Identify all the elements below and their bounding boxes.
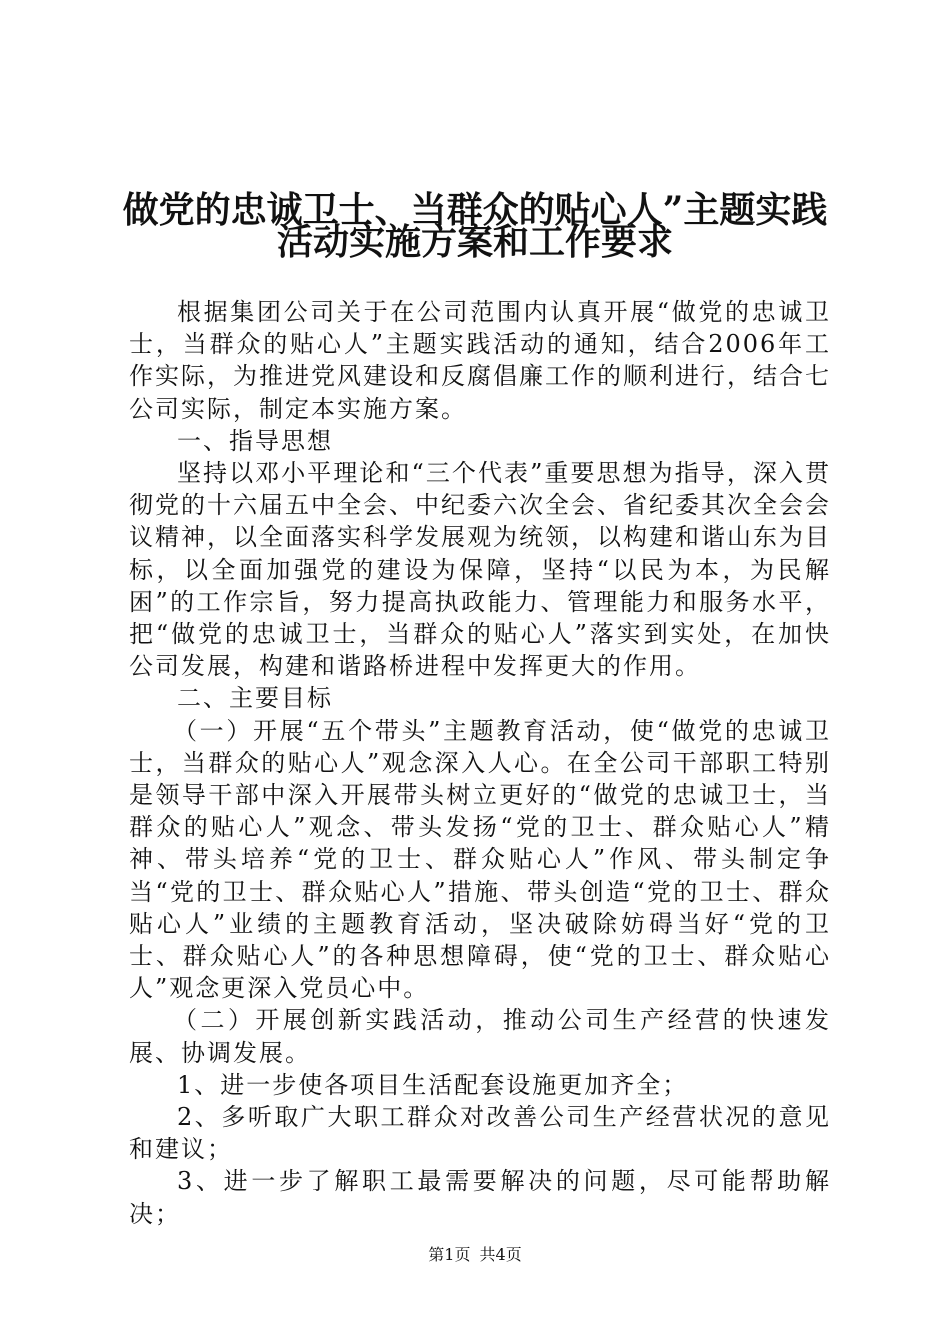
page-footer: [0, 1245, 950, 1265]
list-item-3: 3、进一步了解职工最需要解决的问题，尽可能帮助解决；: [129, 1167, 831, 1228]
page-number: 第1页: [428, 1245, 471, 1264]
section-heading-main-goals: 二、主要目标: [177, 684, 333, 713]
paragraph-goal-2: （二）开展创新实践活动，推动公司生产经营的快速发展、协调发展。: [129, 1006, 831, 1067]
list-item-2: 2、多听取广大职工群众对改善公司生产经营状况的意见和建议；: [129, 1103, 831, 1164]
paragraph-goal-1: （一）开展“五个带头”主题教育活动，使“做党的忠诚卫士，当群众的贴心人”观念深入人心。在全公司干部职工特别是领导干部中深入开展带头树立更好的“做党的忠诚卫士，当群众的贴心人”观念、带头发扬“党的卫士、群众贴心人”精神、带头培养“党的卫士、群众贴心人”作风、带头制定争当“党的卫士、群众贴心人”措施、带头创造“党的卫士、群众贴心人”业绩的主题教育活动，坚决破除妨碍当好“党的卫士、群众贴心人”的各种思想障碍，使“党的卫士、群众贴心人”观念更深入党员心中。: [129, 716, 831, 1003]
paragraph-intro: 根据集团公司关于在公司范围内认真开展“做党的忠诚卫士，当群众的贴心人”主题实践活动的通知，结合2006年工作实际，为推进党风建设和反腐倡廉工作的顺利进行，结合七公司实际，制定本实施方案。: [129, 298, 831, 423]
section-heading-guiding-thought: 一、指导思想: [177, 426, 333, 455]
document-title-line-2: 活动实施方案和工作要求: [276, 221, 673, 263]
paragraph-guiding-thought: 坚持以邓小平理论和“三个代表”重要思想为指导，深入贯彻党的十六届五中全会、中纪委六次全会、省纪委其次全会会议精神，以全面落实科学发展观为统领，以构建和谐山东为目标，以全面加强党的建设为保障，坚持“以民为本，为民解困”的工作宗旨，努力提高执政能力、管理能力和服务水平，把“做党的忠诚卫士，当群众的贴心人”落实到实处，在加快公司发展，构建和谐路桥进程中发挥更大的作用。: [129, 459, 831, 681]
document-title-line-1: 做党的忠诚卫士、当群众的贴心人”主题实践: [122, 189, 828, 231]
list-item-1: 1、进一步使各项目生活配套设施更加齐全；: [177, 1070, 689, 1099]
document-body: [129, 296, 831, 1230]
page-total: 共4页: [479, 1245, 522, 1264]
